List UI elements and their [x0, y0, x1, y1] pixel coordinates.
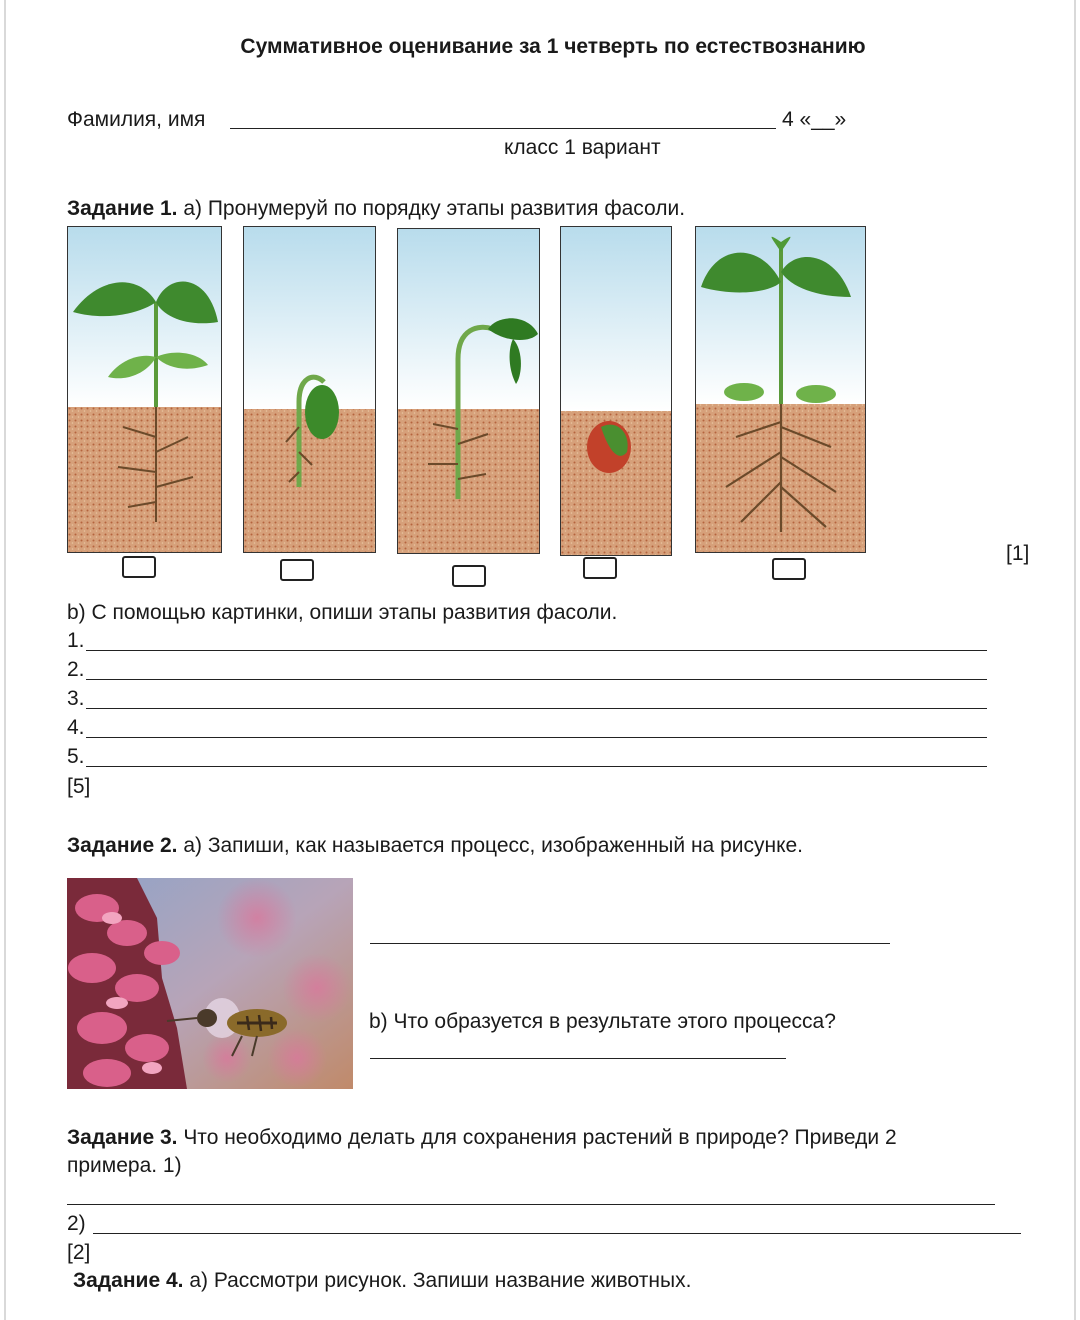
task3-score: [2] — [67, 1241, 91, 1264]
bean-stage-image-5 — [695, 226, 866, 553]
task3-heading — [67, 1125, 897, 1151]
class-variant-label: класс 1 вариант — [504, 136, 661, 159]
task3-answer-line-1[interactable] — [67, 1204, 995, 1205]
task3-label: Задание 3. — [67, 1126, 178, 1149]
answer-line-2[interactable] — [86, 679, 987, 680]
task1-label: Задание 1. — [67, 197, 178, 220]
task4-label: Задание 4. — [73, 1269, 184, 1292]
answer-number-2: 2. — [67, 658, 85, 681]
bean-stage-image-3 — [397, 228, 540, 554]
answer-number-3: 3. — [67, 687, 85, 710]
task1-score-b: [5] — [67, 775, 91, 798]
task1-score-a: [1] — [1006, 542, 1030, 565]
task3-answer-line-2[interactable] — [93, 1233, 1021, 1234]
task4-heading — [73, 1268, 691, 1294]
grade-label: 4 «__» — [782, 108, 847, 131]
bean-stage-image-1 — [67, 226, 222, 553]
stage-number-box-3[interactable] — [452, 565, 486, 587]
stage-number-box-4[interactable] — [583, 557, 617, 579]
task2-label: Задание 2. — [67, 834, 178, 857]
task3-text-line1: Что необходимо делать для сохранения растений в природе? Приведи 2 — [183, 1126, 897, 1149]
task1-part-b: b) С помощью картинки, опиши этапы развития фасоли. — [67, 601, 618, 624]
task3-second-label: 2) — [67, 1212, 86, 1235]
answer-number-4: 4. — [67, 716, 85, 739]
bean-stage-image-4 — [560, 226, 672, 556]
process-name-answer-line[interactable] — [370, 943, 890, 944]
stage-number-box-2[interactable] — [280, 559, 314, 581]
bee-pollination-photo — [67, 878, 353, 1089]
answer-line-4[interactable] — [86, 737, 987, 738]
task1-part-a: а) Пронумеруй по порядку этапы развития фасоли. — [183, 197, 686, 220]
answer-number-5: 5. — [67, 745, 85, 768]
task4-text: а) Рассмотри рисунок. Запиши название животных. — [189, 1269, 692, 1292]
stage-number-box-5[interactable] — [772, 558, 806, 580]
answer-line-5[interactable] — [86, 766, 987, 767]
page-title: Суммативное оценивание за 1 четверть по естествознанию — [240, 35, 866, 58]
page-edge-left — [4, 0, 6, 1320]
task2-part-b: b) Что образуется в результате этого процесса? — [369, 1010, 836, 1033]
task2-part-a: а) Запиши, как называется процесс, изображенный на рисунке. — [183, 834, 804, 857]
bean-stage-image-2 — [243, 226, 376, 553]
task1-heading — [67, 196, 685, 222]
page-edge-right — [1074, 0, 1076, 1320]
task2-heading — [67, 833, 803, 859]
task3-text-line2: примера. 1) — [67, 1154, 182, 1177]
answer-number-1: 1. — [67, 629, 85, 652]
answer-line-1[interactable] — [86, 650, 987, 651]
answer-line-3[interactable] — [86, 708, 987, 709]
name-input-line[interactable] — [230, 128, 776, 129]
stage-number-box-1[interactable] — [122, 556, 156, 578]
name-label: Фамилия, имя — [67, 108, 206, 131]
process-result-answer-line[interactable] — [370, 1058, 786, 1059]
